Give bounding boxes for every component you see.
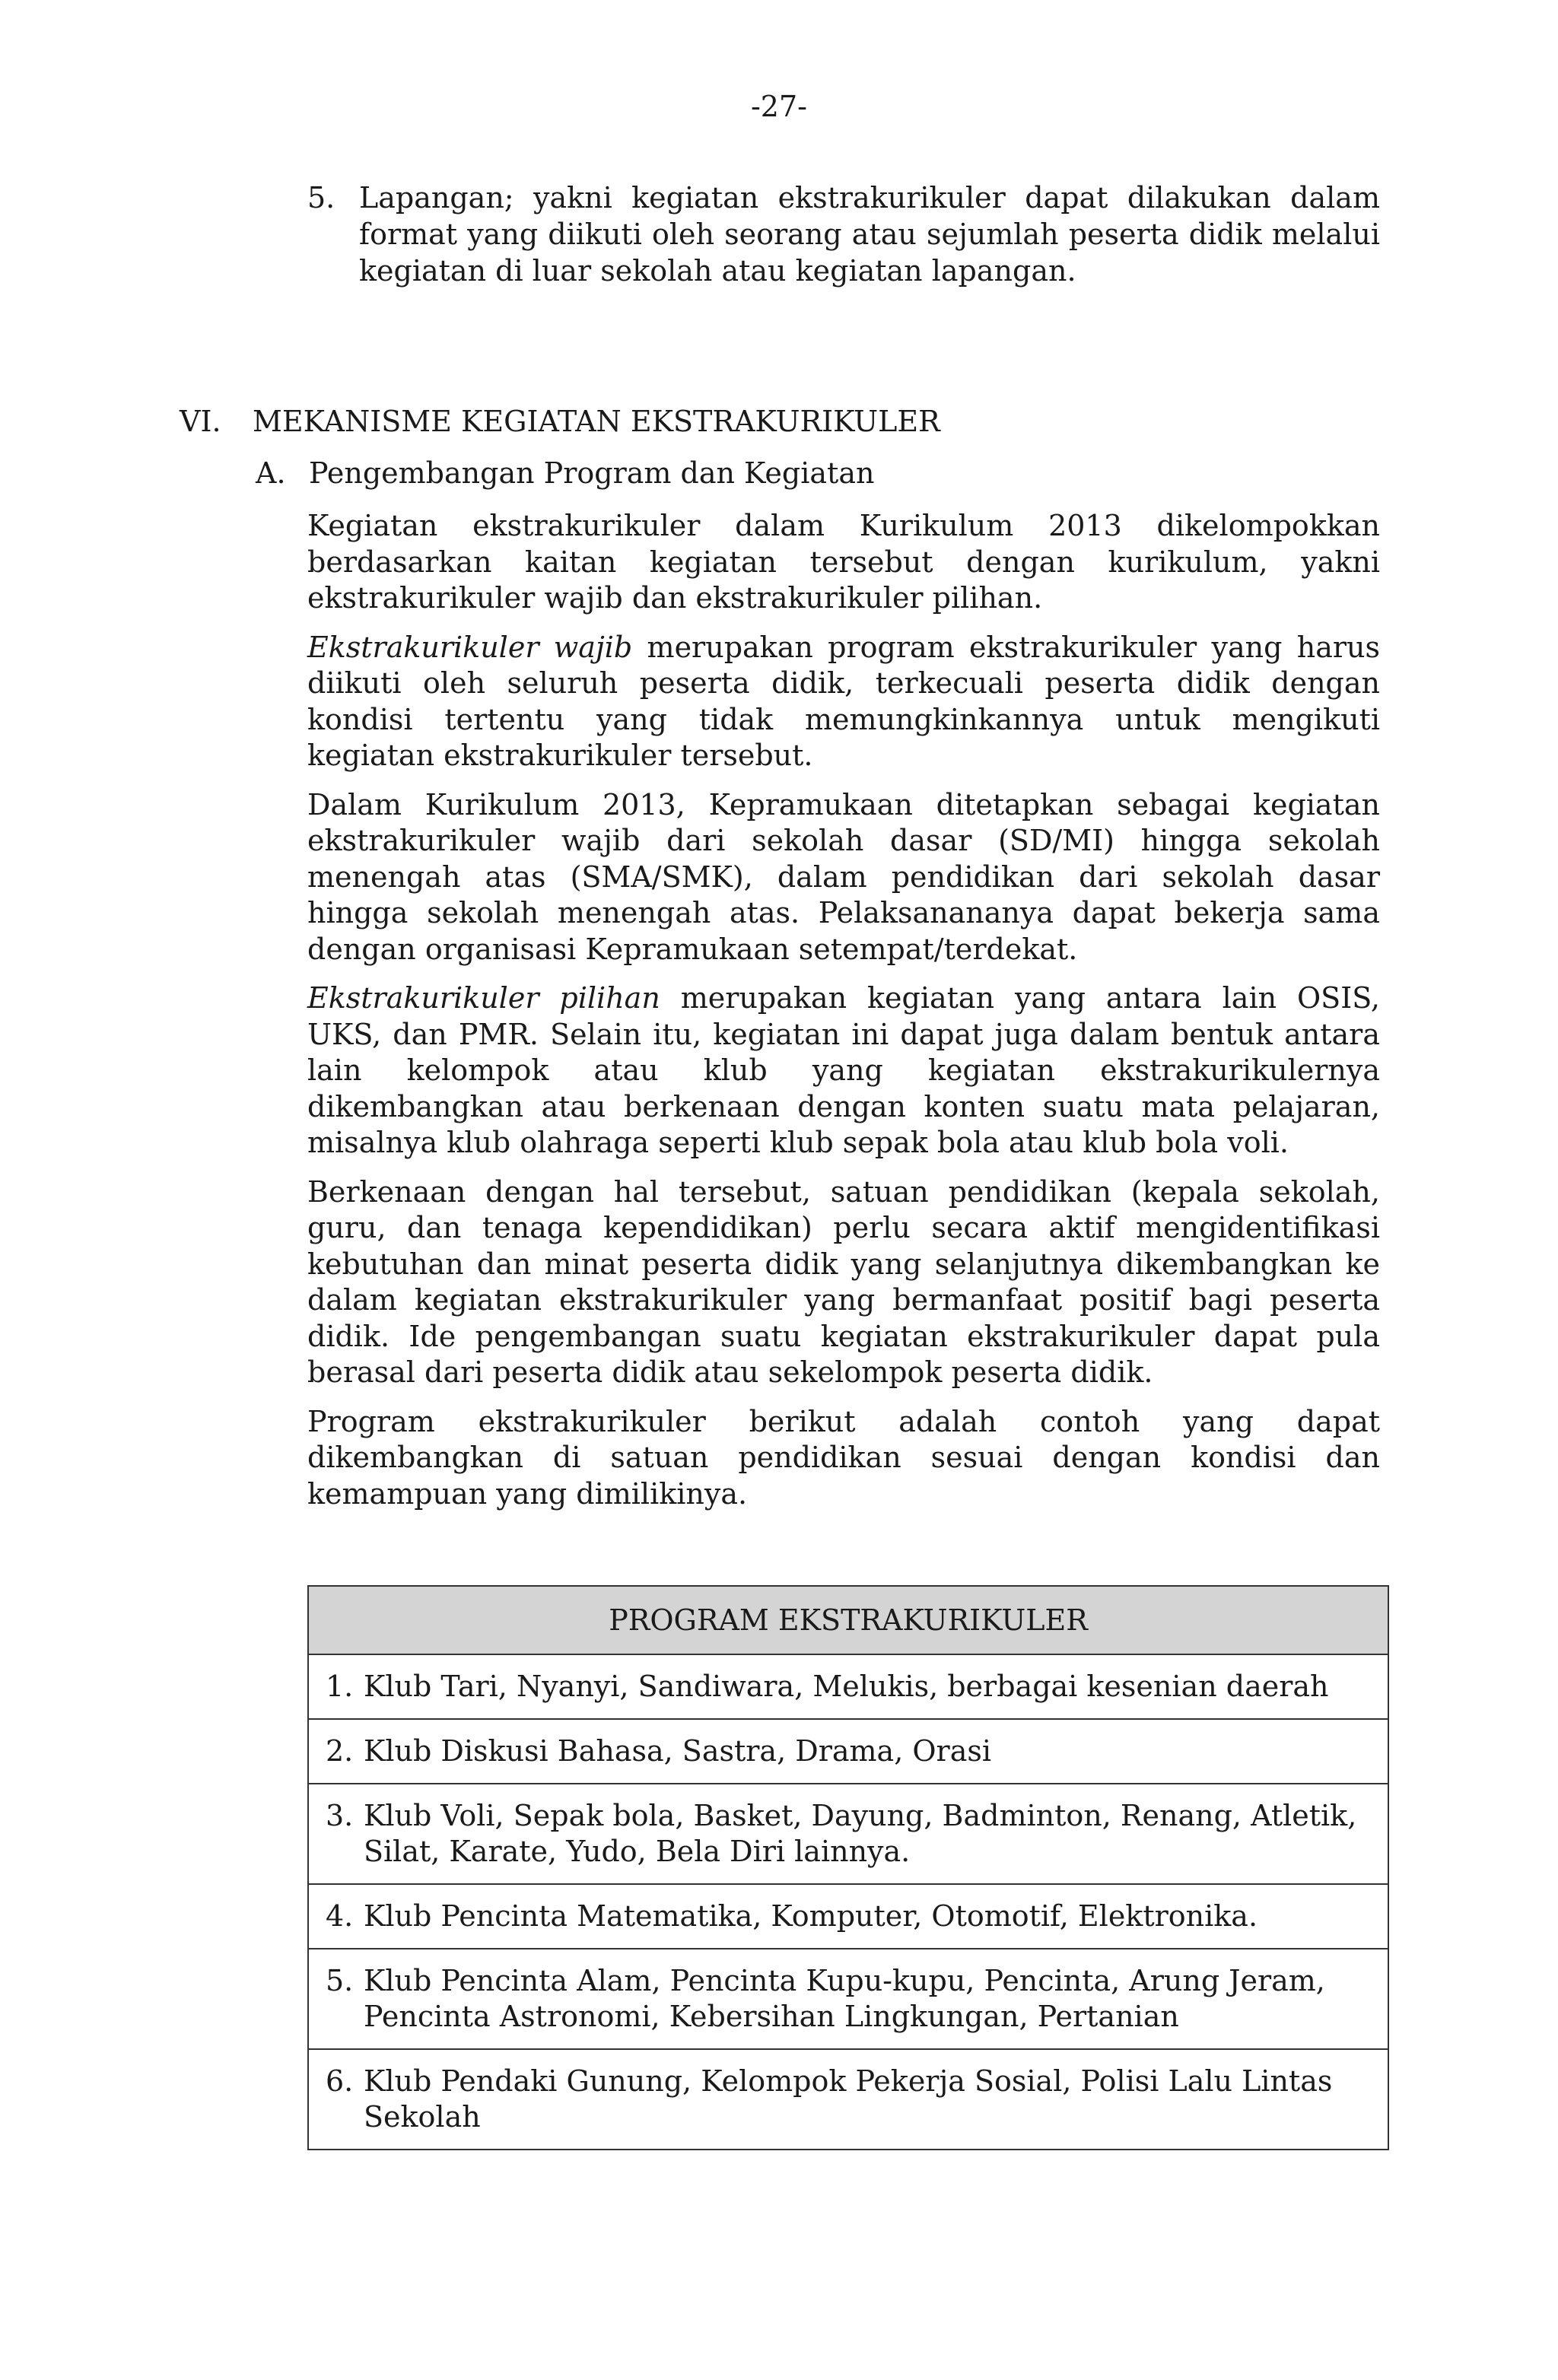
table-cell [308,1784,1388,1884]
table-cell [308,2049,1388,2150]
section-number: VI. [180,405,221,438]
row-number: 1. [326,1670,354,1703]
list-item-5 [307,180,1380,289]
row-text: Klub Pencinta Alam, Pencinta Kupu-kupu, Pencinta, Arung Jeram, Pencinta Astronomi, Kebersihan Lingkungan, Pertanian [364,1964,1325,2033]
row-number: 5. [326,1964,354,1997]
table-cell [308,1719,1388,1784]
program-table [307,1585,1389,2150]
table-row [308,1949,1388,2049]
row-text: Klub Voli, Sepak bola, Basket, Dayung, Badminton, Renang, Atletik, Silat, Karate, Yudo, Bela Diri lainnya. [364,1799,1357,1868]
table-row [308,1719,1388,1784]
row-number: 3. [326,1799,354,1832]
table-row [308,1654,1388,1719]
row-number: 2. [326,1734,354,1768]
row-text: Klub Pencinta Matematika, Komputer, Otomotif, Elektronika. [364,1899,1258,1933]
paragraph-4-text: merupakan kegiatan yang antara lain OSIS, UKS, dan PMR. Selain itu, kegiatan ini dapat juga dalam bentuk antara lain kelompok atau klub yang kegiatan ekstrakurikulernya dikembangkan atau berkenaan dengan konten suatu mata pelajaran, misalnya klub olahraga seperti klub sepak bola atau klub bola voli. [307,981,1380,1159]
table-cell [308,1949,1388,2049]
table-cell [308,1884,1388,1949]
table-header-row [308,1586,1388,1654]
table-row [308,1784,1388,1884]
subsection-letter: A. [256,456,286,490]
paragraph-2 [307,630,1380,774]
list-item-number: 5. [307,181,335,214]
row-text: Klub Tari, Nyanyi, Sandiwara, Melukis, berbagai kesenian daerah [364,1670,1329,1703]
paragraph-2-text: merupakan program ekstrakurikuler yang harus diikuti oleh seluruh peserta didik, terkecuali peserta didik dengan kondisi tertentu yang tidak memungkinkannya untuk mengikuti kegiatan ekstrakurikuler tersebut. [307,630,1380,772]
body-text [307,508,1380,1525]
row-text: Klub Diskusi Bahasa, Sastra, Drama, Orasi [364,1734,991,1768]
table-header: PROGRAM EKSTRAKURIKULER [308,1586,1388,1654]
table-cell [308,1654,1388,1719]
list-item-text: Lapangan; yakni kegiatan ekstrakurikuler dapat dilakukan dalam format yang diikuti oleh seorang atau sejumlah peserta didik melalui kegiatan di luar sekolah atau kegiatan lapangan. [359,181,1380,288]
term-ekstrakurikuler-pilihan: Ekstrakurikuler pilihan [307,981,660,1015]
page-number: -27- [750,90,808,123]
section-title: MEKANISME KEGIATAN EKSTRAKURIKULER [253,405,940,438]
row-number: 6. [326,2064,354,2098]
paragraph-4 [307,980,1380,1161]
row-number: 4. [326,1899,354,1933]
subsection-title: Pengembangan Program dan Kegiatan [309,456,875,490]
row-text: Klub Pendaki Gunung, Kelompok Pekerja Sosial, Polisi Lalu Lintas Sekolah [364,2064,1333,2134]
paragraph-6: Program ekstrakurikuler berikut adalah contoh yang dapat dikembangkan di satuan pendidikan sesuai dengan kondisi dan kemampuan yang dimilikinya. [307,1404,1380,1511]
table-row [308,2049,1388,2150]
paragraph-1: Kegiatan ekstrakurikuler dalam Kurikulum 2013 dikelompokkan berdasarkan kaitan kegiatan tersebut dengan kurikulum, yakni ekstrakurikuler wajib dan ekstrakurikuler pilihan. [307,509,1380,615]
paragraph-5: Berkenaan dengan hal tersebut, satuan pendidikan (kepala sekolah, guru, dan tenaga kependidikan) perlu secara aktif mengidentifikasi kebutuhan dan minat peserta didik yang selanjutnya dikembangkan ke dalam kegiatan ekstrakurikuler yang bermanfaat positif bagi peserta didik. Ide pengembangan suatu kegiatan ekstrakurikuler dapat pula berasal dari peserta didik atau sekelompok peserta didik. [307,1174,1380,1389]
term-ekstrakurikuler-wajib: Ekstrakurikuler wajib [307,630,633,664]
table-row [308,1884,1388,1949]
paragraph-3: Dalam Kurikulum 2013, Kepramukaan ditetapkan sebagai kegiatan ekstrakurikuler wajib dari sekolah dasar (SD/MI) hingga sekolah menengah atas (SMA/SMK), dalam pendidikan dari sekolah dasar hingga sekolah menengah atas. Pelaksanananya dapat bekerja sama dengan organisasi Kepramukaan setempat/terdekat. [307,787,1380,966]
